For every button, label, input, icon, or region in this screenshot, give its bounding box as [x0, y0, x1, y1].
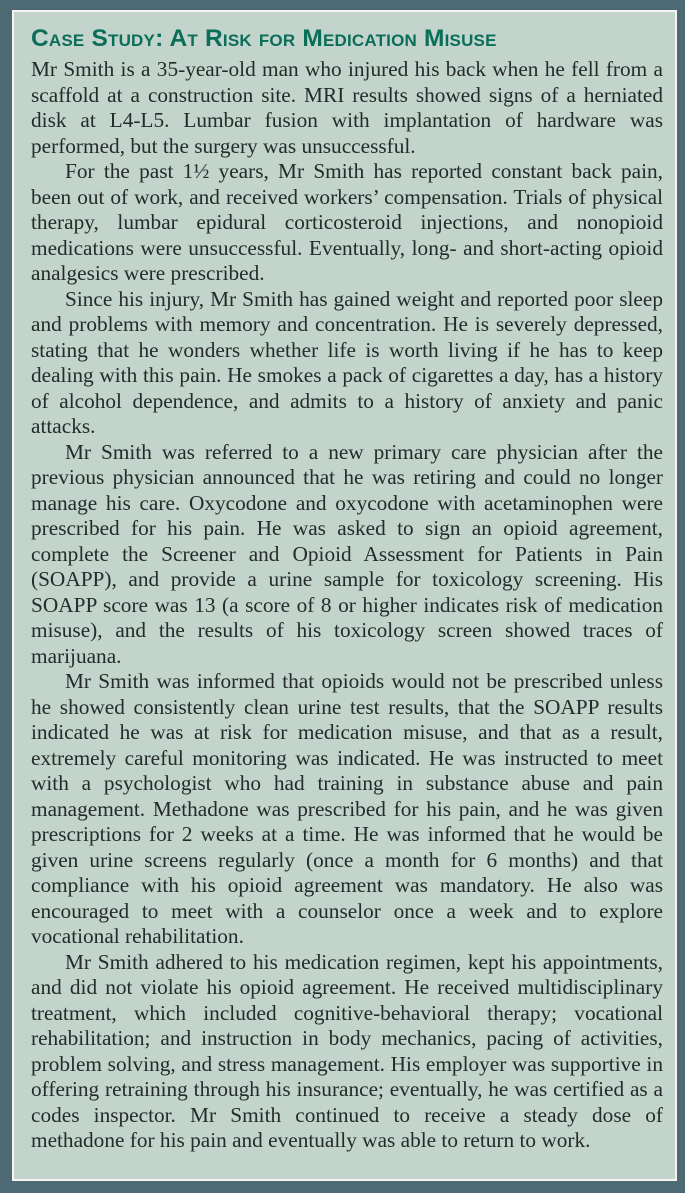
case-study-paragraph: Since his injury, Mr Smith has gained weight and reported poor sleep and problems with memory and concentration. He is severely depressed, stating that he wonders whether life is worth living if he has to keep dealing with this pain. He smokes a pack of cigarettes a day, has a history of alcohol dependence, and admits to a history of anxiety and panic attacks. [31, 286, 663, 438]
case-study-content [12, 10, 677, 1181]
case-study-paragraphs [31, 57, 663, 1154]
case-study-paragraph: Mr Smith was referred to a new primary care physician after the previous physician announced that he was retiring and could no longer manage his care. Oxycodone and oxycodone with acetaminophen were prescribed for his pain. He was asked to sign an opioid agreement, complete the Screener and Opioid Assessment for Patients in Pain (SOAPP), and provide a urine sample for toxicology screening. His SOAPP score was 13 (a score of 8 or higher indicates risk of medication misuse), and the results of his toxicology screen showed traces of marijuana. [31, 439, 663, 668]
case-study-paragraph: Mr Smith is a 35-year-old man who injured his back when he fell from a scaffold at a construction site. MRI results showed signs of a herniated disk at L4-L5. Lumbar fusion with implantation of hardware was performed, but the surgery was unsuccessful. [31, 57, 663, 158]
case-study-paragraph: For the past 1½ years, Mr Smith has reported constant back pain, been out of work, and received workers’ compensation. Trials of physical therapy, lumbar epidural corticosteroid injections, and nonopioid medications were unsuccessful. Eventually, long- and short-acting opioid analgesics were prescribed. [31, 159, 663, 285]
case-study-paragraph: Mr Smith was informed that opioids would not be prescribed unless he showed consistently clean urine test results, that the SOAPP results indicated he was at risk for medication misuse, and that as a result, extremely careful monitoring was indicated. He was instructed to meet with a psychologist who had training in substance abuse and pain management. Methadone was prescribed for his pain, and he was given prescriptions for 2 weeks at a time. He was informed that he would be given urine screens regularly (once a month for 6 months) and that compliance with his opioid agreement was mandatory. He also was encouraged to meet with a counselor once a week and to explore vocational rehabilitation. [31, 669, 663, 948]
case-study-paragraph: Mr Smith adhered to his medication regimen, kept his appointments, and did not violate his opioid agreement. He received multidisciplinary treatment, which included cognitive-behavioral therapy; vocational rehabilitation; and instruction in body mechanics, pacing of activities, problem solving, and stress management. His employer was supportive in offering retraining through his insurance; eventually, he was certified as a codes inspector. Mr Smith continued to receive a steady dose of methadone for his pain and eventually was able to return to work. [31, 949, 663, 1152]
case-study-title: Case Study: At Risk for Medication Misuse [31, 25, 497, 52]
